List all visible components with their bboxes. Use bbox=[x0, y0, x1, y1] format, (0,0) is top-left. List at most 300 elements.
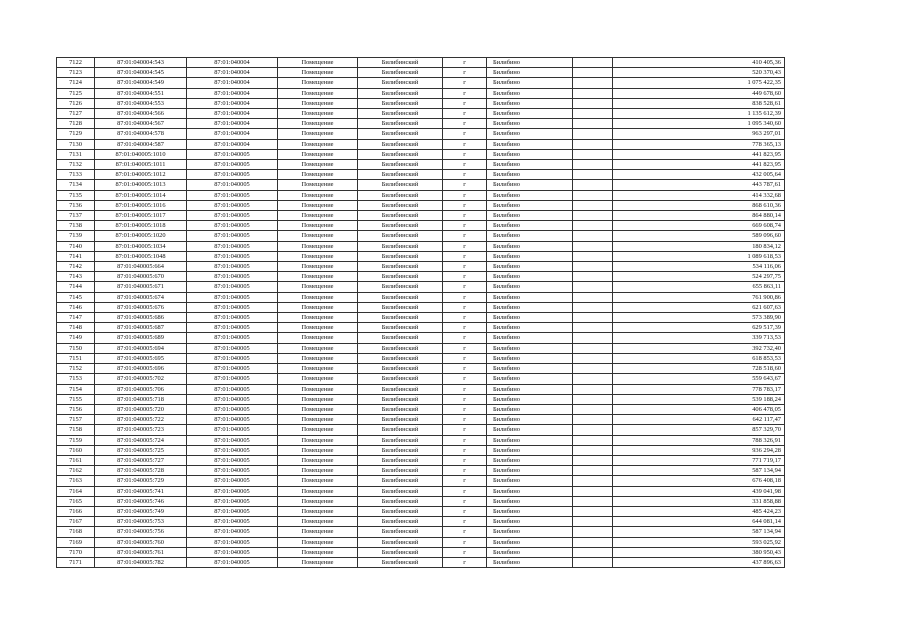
row-number: 7167 bbox=[57, 517, 95, 527]
cadastral-number: 87:01:040005:729 bbox=[95, 476, 187, 486]
locality-type: г bbox=[443, 211, 487, 221]
table-row bbox=[57, 68, 785, 78]
locality-name: Билибино bbox=[487, 364, 573, 374]
locality-name: Билибино bbox=[487, 486, 573, 496]
cadastral-number: 87:01:040005:664 bbox=[95, 262, 187, 272]
cadastral-value: 589 096,60 bbox=[613, 231, 785, 241]
table-row bbox=[57, 394, 785, 404]
locality-name: Билибино bbox=[487, 58, 573, 68]
cadastral-value: 339 713,53 bbox=[613, 333, 785, 343]
object-type: Помещение bbox=[278, 119, 358, 129]
row-number: 7149 bbox=[57, 333, 95, 343]
locality-name: Билибино bbox=[487, 200, 573, 210]
blank-cell bbox=[573, 323, 613, 333]
cadastral-quarter: 87:01:040005 bbox=[187, 517, 278, 527]
cadastral-value: 761 900,86 bbox=[613, 292, 785, 302]
cadastral-value-table bbox=[56, 57, 785, 568]
object-type: Помещение bbox=[278, 353, 358, 363]
district: Билибинский bbox=[358, 262, 443, 272]
district: Билибинский bbox=[358, 170, 443, 180]
cadastral-number: 87:01:040005:749 bbox=[95, 506, 187, 516]
object-type: Помещение bbox=[278, 160, 358, 170]
cadastral-quarter: 87:01:040005 bbox=[187, 251, 278, 261]
locality-type: г bbox=[443, 343, 487, 353]
locality-type: г bbox=[443, 190, 487, 200]
district: Билибинский bbox=[358, 323, 443, 333]
object-type: Помещение bbox=[278, 98, 358, 108]
cadastral-number: 87:01:040005:1017 bbox=[95, 211, 187, 221]
object-type: Помещение bbox=[278, 547, 358, 557]
blank-cell bbox=[573, 394, 613, 404]
cadastral-quarter: 87:01:040005 bbox=[187, 537, 278, 547]
row-number: 7155 bbox=[57, 394, 95, 404]
table-row bbox=[57, 282, 785, 292]
cadastral-quarter: 87:01:040005 bbox=[187, 323, 278, 333]
locality-type: г bbox=[443, 231, 487, 241]
cadastral-number: 87:01:040005:696 bbox=[95, 364, 187, 374]
blank-cell bbox=[573, 190, 613, 200]
table-row bbox=[57, 415, 785, 425]
district: Билибинский bbox=[358, 221, 443, 231]
blank-cell bbox=[573, 200, 613, 210]
blank-cell bbox=[573, 170, 613, 180]
cadastral-number: 87:01:040005:702 bbox=[95, 374, 187, 384]
locality-name: Билибино bbox=[487, 537, 573, 547]
locality-type: г bbox=[443, 282, 487, 292]
row-number: 7169 bbox=[57, 537, 95, 547]
locality-name: Билибино bbox=[487, 292, 573, 302]
object-type: Помещение bbox=[278, 149, 358, 159]
table-row bbox=[57, 506, 785, 516]
cadastral-value: 441 823,95 bbox=[613, 149, 785, 159]
locality-type: г bbox=[443, 78, 487, 88]
locality-name: Билибино bbox=[487, 251, 573, 261]
cadastral-value: 1 135 612,39 bbox=[613, 109, 785, 119]
object-type: Помещение bbox=[278, 333, 358, 343]
locality-type: г bbox=[443, 313, 487, 323]
table-body bbox=[57, 58, 785, 568]
cadastral-number: 87:01:040004:553 bbox=[95, 98, 187, 108]
table-row bbox=[57, 323, 785, 333]
district: Билибинский bbox=[358, 445, 443, 455]
cadastral-value: 392 732,40 bbox=[613, 343, 785, 353]
object-type: Помещение bbox=[278, 394, 358, 404]
cadastral-quarter: 87:01:040005 bbox=[187, 435, 278, 445]
table-row bbox=[57, 190, 785, 200]
locality-type: г bbox=[443, 129, 487, 139]
row-number: 7147 bbox=[57, 313, 95, 323]
cadastral-value: 520 370,43 bbox=[613, 68, 785, 78]
locality-name: Билибино bbox=[487, 160, 573, 170]
blank-cell bbox=[573, 557, 613, 567]
district: Билибинский bbox=[358, 364, 443, 374]
table-row bbox=[57, 160, 785, 170]
row-number: 7156 bbox=[57, 404, 95, 414]
cadastral-number: 87:01:040005:670 bbox=[95, 272, 187, 282]
cadastral-quarter: 87:01:040005 bbox=[187, 364, 278, 374]
district: Билибинский bbox=[358, 58, 443, 68]
cadastral-number: 87:01:040005:1048 bbox=[95, 251, 187, 261]
locality-type: г bbox=[443, 415, 487, 425]
row-number: 7123 bbox=[57, 68, 95, 78]
district: Билибинский bbox=[358, 394, 443, 404]
cadastral-value: 587 134,94 bbox=[613, 527, 785, 537]
row-number: 7135 bbox=[57, 190, 95, 200]
cadastral-value: 1 075 422,35 bbox=[613, 78, 785, 88]
cadastral-quarter: 87:01:040005 bbox=[187, 384, 278, 394]
object-type: Помещение bbox=[278, 88, 358, 98]
locality-name: Билибино bbox=[487, 98, 573, 108]
cadastral-number: 87:01:040004:578 bbox=[95, 129, 187, 139]
row-number: 7127 bbox=[57, 109, 95, 119]
locality-name: Билибино bbox=[487, 241, 573, 251]
table-row bbox=[57, 435, 785, 445]
table-row bbox=[57, 211, 785, 221]
locality-type: г bbox=[443, 200, 487, 210]
table-row bbox=[57, 272, 785, 282]
district: Билибинский bbox=[358, 557, 443, 567]
table-row bbox=[57, 149, 785, 159]
district: Билибинский bbox=[358, 231, 443, 241]
table-row bbox=[57, 537, 785, 547]
district: Билибинский bbox=[358, 404, 443, 414]
object-type: Помещение bbox=[278, 425, 358, 435]
locality-type: г bbox=[443, 517, 487, 527]
locality-name: Билибино bbox=[487, 272, 573, 282]
locality-name: Билибино bbox=[487, 404, 573, 414]
row-number: 7166 bbox=[57, 506, 95, 516]
blank-cell bbox=[573, 241, 613, 251]
object-type: Помещение bbox=[278, 170, 358, 180]
cadastral-quarter: 87:01:040005 bbox=[187, 282, 278, 292]
table-row bbox=[57, 129, 785, 139]
district: Билибинский bbox=[358, 343, 443, 353]
object-type: Помещение bbox=[278, 109, 358, 119]
row-number: 7165 bbox=[57, 496, 95, 506]
cadastral-number: 87:01:040005:760 bbox=[95, 537, 187, 547]
district: Билибинский bbox=[358, 353, 443, 363]
cadastral-value: 414 332,68 bbox=[613, 190, 785, 200]
object-type: Помещение bbox=[278, 68, 358, 78]
cadastral-number: 87:01:040005:782 bbox=[95, 557, 187, 567]
object-type: Помещение bbox=[278, 139, 358, 149]
blank-cell bbox=[573, 149, 613, 159]
cadastral-value: 655 863,11 bbox=[613, 282, 785, 292]
district: Билибинский bbox=[358, 506, 443, 516]
row-number: 7124 bbox=[57, 78, 95, 88]
cadastral-quarter: 87:01:040005 bbox=[187, 170, 278, 180]
table-row bbox=[57, 251, 785, 261]
blank-cell bbox=[573, 251, 613, 261]
locality-type: г bbox=[443, 384, 487, 394]
cadastral-quarter: 87:01:040004 bbox=[187, 139, 278, 149]
cadastral-value: 1 089 618,53 bbox=[613, 251, 785, 261]
cadastral-number: 87:01:040005:746 bbox=[95, 496, 187, 506]
locality-name: Билибино bbox=[487, 221, 573, 231]
locality-type: г bbox=[443, 272, 487, 282]
locality-type: г bbox=[443, 557, 487, 567]
locality-type: г bbox=[443, 476, 487, 486]
district: Билибинский bbox=[358, 129, 443, 139]
row-number: 7170 bbox=[57, 547, 95, 557]
district: Билибинский bbox=[358, 302, 443, 312]
row-number: 7161 bbox=[57, 455, 95, 465]
cadastral-quarter: 87:01:040005 bbox=[187, 343, 278, 353]
cadastral-number: 87:01:040005:694 bbox=[95, 343, 187, 353]
cadastral-value: 771 719,17 bbox=[613, 455, 785, 465]
table-row bbox=[57, 364, 785, 374]
table-row bbox=[57, 343, 785, 353]
document-sheet bbox=[56, 57, 785, 568]
cadastral-value: 443 787,61 bbox=[613, 180, 785, 190]
blank-cell bbox=[573, 435, 613, 445]
cadastral-quarter: 87:01:040004 bbox=[187, 58, 278, 68]
cadastral-quarter: 87:01:040005 bbox=[187, 149, 278, 159]
cadastral-quarter: 87:01:040005 bbox=[187, 262, 278, 272]
cadastral-quarter: 87:01:040005 bbox=[187, 486, 278, 496]
row-number: 7125 bbox=[57, 88, 95, 98]
table-row bbox=[57, 404, 785, 414]
row-number: 7148 bbox=[57, 323, 95, 333]
row-number: 7130 bbox=[57, 139, 95, 149]
blank-cell bbox=[573, 415, 613, 425]
cadastral-number: 87:01:040004:545 bbox=[95, 68, 187, 78]
blank-cell bbox=[573, 262, 613, 272]
cadastral-value: 669 608,74 bbox=[613, 221, 785, 231]
row-number: 7159 bbox=[57, 435, 95, 445]
cadastral-quarter: 87:01:040005 bbox=[187, 241, 278, 251]
table-row bbox=[57, 302, 785, 312]
locality-name: Билибино bbox=[487, 302, 573, 312]
locality-name: Билибино bbox=[487, 557, 573, 567]
row-number: 7136 bbox=[57, 200, 95, 210]
locality-name: Билибино bbox=[487, 313, 573, 323]
district: Билибинский bbox=[358, 190, 443, 200]
cadastral-number: 87:01:040004:567 bbox=[95, 119, 187, 129]
locality-type: г bbox=[443, 262, 487, 272]
object-type: Помещение bbox=[278, 496, 358, 506]
locality-name: Билибино bbox=[487, 455, 573, 465]
cadastral-number: 87:01:040005:756 bbox=[95, 527, 187, 537]
locality-type: г bbox=[443, 88, 487, 98]
cadastral-quarter: 87:01:040005 bbox=[187, 425, 278, 435]
cadastral-quarter: 87:01:040005 bbox=[187, 466, 278, 476]
locality-type: г bbox=[443, 455, 487, 465]
table-row bbox=[57, 221, 785, 231]
cadastral-number: 87:01:040005:1013 bbox=[95, 180, 187, 190]
cadastral-quarter: 87:01:040005 bbox=[187, 527, 278, 537]
object-type: Помещение bbox=[278, 231, 358, 241]
cadastral-value: 410 405,36 bbox=[613, 58, 785, 68]
row-number: 7122 bbox=[57, 58, 95, 68]
row-number: 7157 bbox=[57, 415, 95, 425]
cadastral-value: 406 478,05 bbox=[613, 404, 785, 414]
blank-cell bbox=[573, 374, 613, 384]
cadastral-value: 573 389,90 bbox=[613, 313, 785, 323]
row-number: 7160 bbox=[57, 445, 95, 455]
cadastral-value: 857 329,70 bbox=[613, 425, 785, 435]
cadastral-quarter: 87:01:040005 bbox=[187, 394, 278, 404]
row-number: 7154 bbox=[57, 384, 95, 394]
table-row bbox=[57, 547, 785, 557]
cadastral-value: 629 517,39 bbox=[613, 323, 785, 333]
object-type: Помещение bbox=[278, 455, 358, 465]
cadastral-number: 87:01:040004:587 bbox=[95, 139, 187, 149]
cadastral-number: 87:01:040005:725 bbox=[95, 445, 187, 455]
blank-cell bbox=[573, 98, 613, 108]
cadastral-number: 87:01:040005:689 bbox=[95, 333, 187, 343]
cadastral-quarter: 87:01:040005 bbox=[187, 180, 278, 190]
cadastral-number: 87:01:040005:1020 bbox=[95, 231, 187, 241]
row-number: 7162 bbox=[57, 466, 95, 476]
district: Билибинский bbox=[358, 149, 443, 159]
cadastral-value: 676 408,18 bbox=[613, 476, 785, 486]
row-number: 7163 bbox=[57, 476, 95, 486]
district: Билибинский bbox=[358, 537, 443, 547]
cadastral-quarter: 87:01:040005 bbox=[187, 415, 278, 425]
row-number: 7164 bbox=[57, 486, 95, 496]
blank-cell bbox=[573, 211, 613, 221]
row-number: 7153 bbox=[57, 374, 95, 384]
cadastral-quarter: 87:01:040004 bbox=[187, 119, 278, 129]
object-type: Помещение bbox=[278, 313, 358, 323]
district: Билибинский bbox=[358, 241, 443, 251]
object-type: Помещение bbox=[278, 343, 358, 353]
locality-type: г bbox=[443, 241, 487, 251]
object-type: Помещение bbox=[278, 374, 358, 384]
locality-name: Билибино bbox=[487, 88, 573, 98]
locality-type: г bbox=[443, 435, 487, 445]
cadastral-number: 87:01:040005:687 bbox=[95, 323, 187, 333]
locality-type: г bbox=[443, 302, 487, 312]
district: Билибинский bbox=[358, 486, 443, 496]
locality-name: Билибино bbox=[487, 415, 573, 425]
blank-cell bbox=[573, 139, 613, 149]
locality-name: Билибино bbox=[487, 517, 573, 527]
object-type: Помещение bbox=[278, 211, 358, 221]
blank-cell bbox=[573, 466, 613, 476]
district: Билибинский bbox=[358, 109, 443, 119]
table-row bbox=[57, 333, 785, 343]
table-row bbox=[57, 241, 785, 251]
cadastral-quarter: 87:01:040005 bbox=[187, 160, 278, 170]
locality-type: г bbox=[443, 119, 487, 129]
district: Билибинский bbox=[358, 313, 443, 323]
locality-type: г bbox=[443, 527, 487, 537]
district: Билибинский bbox=[358, 527, 443, 537]
cadastral-number: 87:01:040005:1011 bbox=[95, 160, 187, 170]
cadastral-quarter: 87:01:040005 bbox=[187, 231, 278, 241]
cadastral-number: 87:01:040005:728 bbox=[95, 466, 187, 476]
locality-type: г bbox=[443, 160, 487, 170]
blank-cell bbox=[573, 547, 613, 557]
object-type: Помещение bbox=[278, 251, 358, 261]
cadastral-quarter: 87:01:040004 bbox=[187, 129, 278, 139]
cadastral-quarter: 87:01:040005 bbox=[187, 292, 278, 302]
locality-name: Билибино bbox=[487, 343, 573, 353]
locality-type: г bbox=[443, 353, 487, 363]
district: Билибинский bbox=[358, 180, 443, 190]
cadastral-value: 778 783,17 bbox=[613, 384, 785, 394]
cadastral-quarter: 87:01:040005 bbox=[187, 221, 278, 231]
locality-type: г bbox=[443, 139, 487, 149]
cadastral-quarter: 87:01:040005 bbox=[187, 333, 278, 343]
cadastral-number: 87:01:040005:1014 bbox=[95, 190, 187, 200]
locality-type: г bbox=[443, 333, 487, 343]
locality-name: Билибино bbox=[487, 149, 573, 159]
cadastral-quarter: 87:01:040004 bbox=[187, 68, 278, 78]
blank-cell bbox=[573, 78, 613, 88]
locality-name: Билибино bbox=[487, 68, 573, 78]
table-row bbox=[57, 445, 785, 455]
locality-type: г bbox=[443, 374, 487, 384]
object-type: Помещение bbox=[278, 302, 358, 312]
object-type: Помещение bbox=[278, 58, 358, 68]
cadastral-value: 534 116,06 bbox=[613, 262, 785, 272]
table-row bbox=[57, 119, 785, 129]
blank-cell bbox=[573, 476, 613, 486]
locality-type: г bbox=[443, 58, 487, 68]
locality-type: г bbox=[443, 180, 487, 190]
cadastral-quarter: 87:01:040005 bbox=[187, 547, 278, 557]
table-row bbox=[57, 88, 785, 98]
cadastral-value: 449 678,60 bbox=[613, 88, 785, 98]
locality-type: г bbox=[443, 425, 487, 435]
blank-cell bbox=[573, 292, 613, 302]
row-number: 7150 bbox=[57, 343, 95, 353]
blank-cell bbox=[573, 68, 613, 78]
district: Билибинский bbox=[358, 211, 443, 221]
locality-name: Билибино bbox=[487, 282, 573, 292]
locality-name: Билибино bbox=[487, 425, 573, 435]
blank-cell bbox=[573, 527, 613, 537]
row-number: 7171 bbox=[57, 557, 95, 567]
cadastral-number: 87:01:040005:1018 bbox=[95, 221, 187, 231]
cadastral-quarter: 87:01:040005 bbox=[187, 374, 278, 384]
locality-name: Билибино bbox=[487, 109, 573, 119]
cadastral-value: 180 834,12 bbox=[613, 241, 785, 251]
locality-name: Билибино bbox=[487, 435, 573, 445]
blank-cell bbox=[573, 302, 613, 312]
table-row bbox=[57, 353, 785, 363]
locality-name: Билибино bbox=[487, 139, 573, 149]
cadastral-number: 87:01:040005:676 bbox=[95, 302, 187, 312]
cadastral-value: 788 326,91 bbox=[613, 435, 785, 445]
cadastral-value: 621 607,63 bbox=[613, 302, 785, 312]
blank-cell bbox=[573, 353, 613, 363]
table-row bbox=[57, 486, 785, 496]
row-number: 7152 bbox=[57, 364, 95, 374]
locality-name: Билибино bbox=[487, 129, 573, 139]
cadastral-value: 838 528,61 bbox=[613, 98, 785, 108]
district: Билибинский bbox=[358, 455, 443, 465]
district: Билибинский bbox=[358, 466, 443, 476]
object-type: Помещение bbox=[278, 180, 358, 190]
district: Билибинский bbox=[358, 139, 443, 149]
table-row bbox=[57, 374, 785, 384]
blank-cell bbox=[573, 313, 613, 323]
blank-cell bbox=[573, 517, 613, 527]
object-type: Помещение bbox=[278, 190, 358, 200]
object-type: Помещение bbox=[278, 466, 358, 476]
object-type: Помещение bbox=[278, 415, 358, 425]
row-number: 7126 bbox=[57, 98, 95, 108]
cadastral-value: 485 424,23 bbox=[613, 506, 785, 516]
object-type: Помещение bbox=[278, 200, 358, 210]
row-number: 7151 bbox=[57, 353, 95, 363]
blank-cell bbox=[573, 58, 613, 68]
blank-cell bbox=[573, 109, 613, 119]
